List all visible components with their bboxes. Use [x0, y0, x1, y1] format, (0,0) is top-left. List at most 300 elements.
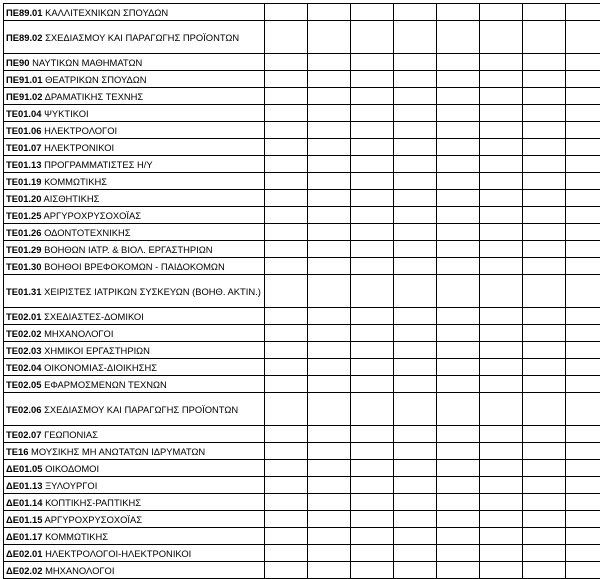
empty-cell[interactable]	[566, 545, 600, 562]
empty-cell[interactable]	[437, 241, 480, 258]
empty-cell[interactable]	[523, 4, 566, 21]
empty-cell[interactable]	[308, 105, 351, 122]
empty-cell[interactable]	[351, 122, 394, 139]
empty-cell[interactable]	[437, 21, 480, 54]
empty-cell[interactable]	[437, 156, 480, 173]
specialty-name: ΧΗΜΙΚΟΙ ΕΡΓΑΣΤΗΡΙΩΝ	[44, 345, 150, 356]
empty-cell[interactable]	[437, 105, 480, 122]
empty-cell[interactable]	[480, 105, 523, 122]
empty-cell[interactable]	[351, 4, 394, 21]
table-row	[4, 241, 600, 258]
empty-cell[interactable]	[308, 426, 351, 443]
empty-cell[interactable]	[480, 342, 523, 359]
specialty-code: ΤΕ01.07	[6, 142, 41, 153]
empty-cell[interactable]	[351, 88, 394, 105]
empty-cell[interactable]	[523, 190, 566, 207]
empty-cell[interactable]	[566, 359, 600, 376]
table-row	[4, 545, 600, 562]
empty-cell[interactable]	[351, 376, 394, 393]
specialty-name: ΒΟΗΘΟΙ ΒΡΕΦΟΚΟΜΩΝ - ΠΑΙΔΟΚΟΜΩΝ	[44, 261, 225, 272]
empty-cell[interactable]	[523, 88, 566, 105]
empty-cell[interactable]	[265, 342, 308, 359]
empty-cell[interactable]	[523, 173, 566, 190]
empty-cell[interactable]	[523, 477, 566, 494]
table-row	[4, 562, 600, 579]
empty-cell[interactable]	[351, 241, 394, 258]
empty-cell[interactable]	[480, 88, 523, 105]
empty-cell[interactable]	[523, 71, 566, 88]
empty-cell[interactable]	[480, 494, 523, 511]
specialty-label-cell	[4, 308, 265, 325]
empty-cell[interactable]	[523, 342, 566, 359]
empty-cell[interactable]	[437, 275, 480, 308]
empty-cell[interactable]	[523, 258, 566, 275]
empty-cell[interactable]	[566, 443, 600, 460]
empty-cell[interactable]	[308, 325, 351, 342]
empty-cell[interactable]	[265, 88, 308, 105]
empty-cell[interactable]	[480, 224, 523, 241]
specialty-label-cell	[4, 325, 265, 342]
empty-cell[interactable]	[480, 241, 523, 258]
empty-cell[interactable]	[394, 71, 437, 88]
empty-cell[interactable]	[566, 528, 600, 545]
empty-cell[interactable]	[351, 393, 394, 426]
empty-cell[interactable]	[566, 4, 600, 21]
empty-cell[interactable]	[394, 241, 437, 258]
table-row	[4, 393, 600, 426]
empty-cell[interactable]	[308, 71, 351, 88]
empty-cell[interactable]	[394, 122, 437, 139]
empty-cell[interactable]	[480, 4, 523, 21]
empty-cell[interactable]	[351, 477, 394, 494]
empty-cell[interactable]	[480, 359, 523, 376]
empty-cell[interactable]	[394, 342, 437, 359]
empty-cell[interactable]	[351, 511, 394, 528]
empty-cell[interactable]	[480, 190, 523, 207]
empty-cell[interactable]	[566, 88, 600, 105]
empty-cell[interactable]	[523, 443, 566, 460]
empty-cell[interactable]	[394, 393, 437, 426]
empty-cell[interactable]	[394, 376, 437, 393]
empty-cell[interactable]	[437, 88, 480, 105]
empty-cell[interactable]	[394, 4, 437, 21]
empty-cell[interactable]	[308, 393, 351, 426]
empty-cell[interactable]	[265, 460, 308, 477]
empty-cell[interactable]	[308, 173, 351, 190]
specialty-label-cell	[4, 54, 265, 71]
empty-cell[interactable]	[480, 156, 523, 173]
empty-cell[interactable]	[523, 139, 566, 156]
empty-cell[interactable]	[523, 528, 566, 545]
empty-cell[interactable]	[308, 308, 351, 325]
empty-cell[interactable]	[566, 71, 600, 88]
table-row	[4, 173, 600, 190]
empty-cell[interactable]	[394, 308, 437, 325]
empty-cell[interactable]	[566, 275, 600, 308]
empty-cell[interactable]	[480, 207, 523, 224]
specialty-label-cell	[4, 224, 265, 241]
empty-cell[interactable]	[308, 275, 351, 308]
specialty-code: ΤΕ01.25	[6, 210, 41, 221]
empty-cell[interactable]	[480, 528, 523, 545]
empty-cell[interactable]	[566, 207, 600, 224]
empty-cell[interactable]	[265, 122, 308, 139]
empty-cell[interactable]	[437, 325, 480, 342]
empty-cell[interactable]	[351, 173, 394, 190]
empty-cell[interactable]	[394, 173, 437, 190]
empty-cell[interactable]	[351, 528, 394, 545]
empty-cell[interactable]	[265, 173, 308, 190]
empty-cell[interactable]	[394, 224, 437, 241]
empty-cell[interactable]	[437, 139, 480, 156]
empty-cell[interactable]	[265, 21, 308, 54]
empty-cell[interactable]	[437, 545, 480, 562]
empty-cell[interactable]	[394, 426, 437, 443]
specialty-label-cell	[4, 207, 265, 224]
table-row	[4, 494, 600, 511]
empty-cell[interactable]	[394, 443, 437, 460]
empty-cell[interactable]	[437, 258, 480, 275]
empty-cell[interactable]	[394, 325, 437, 342]
empty-cell[interactable]	[437, 342, 480, 359]
empty-cell[interactable]	[351, 308, 394, 325]
empty-cell[interactable]	[308, 443, 351, 460]
empty-cell[interactable]	[265, 71, 308, 88]
specialty-label-cell	[4, 494, 265, 511]
empty-cell[interactable]	[308, 139, 351, 156]
empty-cell[interactable]	[480, 173, 523, 190]
empty-cell[interactable]	[394, 511, 437, 528]
empty-cell[interactable]	[394, 275, 437, 308]
specialty-code: ΤΕ01.06	[6, 125, 41, 136]
empty-cell[interactable]	[566, 258, 600, 275]
specialty-label-cell	[4, 190, 265, 207]
specialty-code: ΤΕ01.13	[6, 159, 41, 170]
empty-cell[interactable]	[523, 511, 566, 528]
empty-cell[interactable]	[394, 528, 437, 545]
specialty-name: ΟΙΚΟΔΟΜΟΙ	[45, 463, 99, 474]
empty-cell[interactable]	[437, 207, 480, 224]
empty-cell[interactable]	[566, 325, 600, 342]
empty-cell[interactable]	[394, 88, 437, 105]
specialty-code: ΠΕ90	[6, 57, 29, 68]
empty-cell[interactable]	[523, 325, 566, 342]
empty-cell[interactable]	[566, 477, 600, 494]
empty-cell[interactable]	[566, 224, 600, 241]
empty-cell[interactable]	[480, 325, 523, 342]
empty-cell[interactable]	[437, 562, 480, 579]
empty-cell[interactable]	[351, 443, 394, 460]
empty-cell[interactable]	[308, 477, 351, 494]
empty-cell[interactable]	[523, 122, 566, 139]
empty-cell[interactable]	[265, 139, 308, 156]
empty-cell[interactable]	[437, 393, 480, 426]
empty-cell[interactable]	[351, 190, 394, 207]
empty-cell[interactable]	[394, 562, 437, 579]
empty-cell[interactable]	[351, 54, 394, 71]
empty-cell[interactable]	[351, 342, 394, 359]
empty-cell[interactable]	[308, 460, 351, 477]
empty-cell[interactable]	[523, 105, 566, 122]
empty-cell[interactable]	[351, 359, 394, 376]
empty-cell[interactable]	[308, 21, 351, 54]
empty-cell[interactable]	[351, 156, 394, 173]
empty-cell[interactable]	[265, 105, 308, 122]
empty-cell[interactable]	[437, 308, 480, 325]
empty-cell[interactable]	[523, 308, 566, 325]
empty-cell[interactable]	[523, 460, 566, 477]
empty-cell[interactable]	[265, 325, 308, 342]
specialty-name: ΜΟΥΣΙΚΗΣ ΜΗ ΑΝΩΤΑΤΩΝ ΙΔΡΥΜΑΤΩΝ	[31, 446, 205, 457]
empty-cell[interactable]	[394, 105, 437, 122]
empty-cell[interactable]	[437, 122, 480, 139]
empty-cell[interactable]	[480, 545, 523, 562]
empty-cell[interactable]	[394, 54, 437, 71]
specialty-name: ΟΙΚΟΝΟΜΙΑΣ-ΔΙΟΙΚΗΣΗΣ	[44, 362, 157, 373]
table-row	[4, 426, 600, 443]
empty-cell[interactable]	[308, 190, 351, 207]
empty-cell[interactable]	[351, 562, 394, 579]
empty-cell[interactable]	[437, 71, 480, 88]
empty-cell[interactable]	[566, 241, 600, 258]
empty-cell[interactable]	[308, 207, 351, 224]
empty-cell[interactable]	[437, 511, 480, 528]
empty-cell[interactable]	[523, 207, 566, 224]
empty-cell[interactable]	[480, 376, 523, 393]
empty-cell[interactable]	[265, 190, 308, 207]
empty-cell[interactable]	[265, 4, 308, 21]
empty-cell[interactable]	[308, 224, 351, 241]
table-row	[4, 511, 600, 528]
empty-cell[interactable]	[265, 545, 308, 562]
specialty-name: ΣΧΕΔΙΑΣΜΟΥ ΚΑΙ ΠΑΡΑΓΩΓΗΣ ΠΡΟΪΟΝΤΩΝ	[44, 404, 238, 415]
specialty-label-cell	[4, 139, 265, 156]
empty-cell[interactable]	[437, 173, 480, 190]
specialty-label-cell	[4, 528, 265, 545]
empty-cell[interactable]	[308, 342, 351, 359]
empty-cell[interactable]	[308, 528, 351, 545]
empty-cell[interactable]	[308, 88, 351, 105]
table-row	[4, 528, 600, 545]
specialty-name: ΜΗΧΑΝΟΛΟΓΟΙ	[44, 328, 113, 339]
empty-cell[interactable]	[480, 308, 523, 325]
empty-cell[interactable]	[566, 562, 600, 579]
specialty-code: ΔΕ01.05	[6, 463, 42, 474]
empty-cell[interactable]	[265, 426, 308, 443]
empty-cell[interactable]	[437, 477, 480, 494]
empty-cell[interactable]	[437, 460, 480, 477]
specialty-name: ΧΕΙΡΙΣΤΕΣ ΙΑΤΡΙΚΩΝ ΣΥΣΚΕΥΩΝ (ΒΟΗΘ. ΑΚΤΙΝ.)	[44, 286, 261, 297]
empty-cell[interactable]	[566, 122, 600, 139]
empty-cell[interactable]	[480, 393, 523, 426]
empty-cell[interactable]	[480, 443, 523, 460]
empty-cell[interactable]	[351, 494, 394, 511]
empty-cell[interactable]	[480, 54, 523, 71]
empty-cell[interactable]	[523, 426, 566, 443]
empty-cell[interactable]	[523, 494, 566, 511]
empty-cell[interactable]	[566, 426, 600, 443]
empty-cell[interactable]	[394, 139, 437, 156]
empty-cell[interactable]	[394, 359, 437, 376]
empty-cell[interactable]	[308, 258, 351, 275]
empty-cell[interactable]	[566, 173, 600, 190]
empty-cell[interactable]	[265, 562, 308, 579]
empty-cell[interactable]	[351, 545, 394, 562]
empty-cell[interactable]	[480, 562, 523, 579]
empty-cell[interactable]	[566, 139, 600, 156]
empty-cell[interactable]	[480, 460, 523, 477]
empty-cell[interactable]	[566, 105, 600, 122]
table-row	[4, 443, 600, 460]
empty-cell[interactable]	[351, 71, 394, 88]
empty-cell[interactable]	[394, 190, 437, 207]
empty-cell[interactable]	[480, 258, 523, 275]
specialty-label-cell	[4, 71, 265, 88]
empty-cell[interactable]	[523, 562, 566, 579]
specialty-code: ΔΕ01.13	[6, 480, 42, 491]
empty-cell[interactable]	[265, 258, 308, 275]
table-row	[4, 54, 600, 71]
empty-cell[interactable]	[394, 258, 437, 275]
empty-cell[interactable]	[308, 511, 351, 528]
empty-cell[interactable]	[265, 308, 308, 325]
empty-cell[interactable]	[265, 207, 308, 224]
table-body	[4, 4, 600, 579]
specialty-label-cell	[4, 393, 265, 426]
empty-cell[interactable]	[566, 494, 600, 511]
empty-cell[interactable]	[523, 224, 566, 241]
empty-cell[interactable]	[523, 275, 566, 308]
empty-cell[interactable]	[523, 156, 566, 173]
empty-cell[interactable]	[566, 511, 600, 528]
empty-cell[interactable]	[480, 21, 523, 54]
empty-cell[interactable]	[437, 494, 480, 511]
empty-cell[interactable]	[308, 359, 351, 376]
empty-cell[interactable]	[308, 545, 351, 562]
empty-cell[interactable]	[437, 426, 480, 443]
empty-cell[interactable]	[351, 207, 394, 224]
empty-cell[interactable]	[308, 4, 351, 21]
empty-cell[interactable]	[265, 511, 308, 528]
empty-cell[interactable]	[394, 477, 437, 494]
empty-cell[interactable]	[480, 71, 523, 88]
empty-cell[interactable]	[265, 376, 308, 393]
empty-cell[interactable]	[437, 190, 480, 207]
empty-cell[interactable]	[351, 139, 394, 156]
specialty-code: ΤΕ01.31	[6, 286, 41, 297]
empty-cell[interactable]	[480, 511, 523, 528]
empty-cell[interactable]	[308, 494, 351, 511]
empty-cell[interactable]	[566, 21, 600, 54]
empty-cell[interactable]	[394, 21, 437, 54]
specialty-name: ΣΧΕΔΙΑΣΤΕΣ-ΔΟΜΙΚΟΙ	[44, 311, 144, 322]
empty-cell[interactable]	[351, 325, 394, 342]
table-row	[4, 122, 600, 139]
empty-cell[interactable]	[566, 393, 600, 426]
table-row	[4, 71, 600, 88]
empty-cell[interactable]	[265, 241, 308, 258]
empty-cell[interactable]	[265, 494, 308, 511]
empty-cell[interactable]	[480, 122, 523, 139]
empty-cell[interactable]	[480, 477, 523, 494]
empty-cell[interactable]	[351, 21, 394, 54]
empty-cell[interactable]	[308, 241, 351, 258]
empty-cell[interactable]	[566, 376, 600, 393]
empty-cell[interactable]	[566, 342, 600, 359]
empty-cell[interactable]	[351, 224, 394, 241]
empty-cell[interactable]	[437, 359, 480, 376]
specialty-name: ΠΡΟΓΡΑΜΜΑΤΙΣΤΕΣ Η/Υ	[44, 159, 153, 170]
empty-cell[interactable]	[265, 393, 308, 426]
empty-cell[interactable]	[265, 275, 308, 308]
empty-cell[interactable]	[351, 426, 394, 443]
empty-cell[interactable]	[265, 224, 308, 241]
empty-cell[interactable]	[394, 207, 437, 224]
empty-cell[interactable]	[566, 460, 600, 477]
empty-cell[interactable]	[394, 545, 437, 562]
empty-cell[interactable]	[265, 443, 308, 460]
empty-cell[interactable]	[265, 359, 308, 376]
empty-cell[interactable]	[394, 156, 437, 173]
table-row	[4, 105, 600, 122]
empty-cell[interactable]	[437, 376, 480, 393]
empty-cell[interactable]	[523, 21, 566, 54]
empty-cell[interactable]	[308, 376, 351, 393]
empty-cell[interactable]	[437, 224, 480, 241]
empty-cell[interactable]	[394, 494, 437, 511]
empty-cell[interactable]	[480, 139, 523, 156]
empty-cell[interactable]	[437, 443, 480, 460]
empty-cell[interactable]	[566, 54, 600, 71]
table-row	[4, 224, 600, 241]
empty-cell[interactable]	[523, 376, 566, 393]
empty-cell[interactable]	[523, 359, 566, 376]
empty-cell[interactable]	[523, 393, 566, 426]
specialty-name: ΜΗΧΑΝΟΛΟΓΟΙ	[45, 565, 114, 576]
empty-cell[interactable]	[265, 156, 308, 173]
empty-cell[interactable]	[523, 241, 566, 258]
empty-cell[interactable]	[265, 528, 308, 545]
specialty-name: ΑΡΓΥΡΟΧΡΥΣΟΧΟΪΑΣ	[44, 210, 142, 221]
empty-cell[interactable]	[523, 545, 566, 562]
empty-cell[interactable]	[480, 426, 523, 443]
empty-cell[interactable]	[566, 190, 600, 207]
empty-cell[interactable]	[394, 460, 437, 477]
table-row	[4, 207, 600, 224]
empty-cell[interactable]	[308, 54, 351, 71]
empty-cell[interactable]	[351, 258, 394, 275]
specialty-label-cell	[4, 21, 265, 54]
empty-cell[interactable]	[308, 156, 351, 173]
empty-cell[interactable]	[265, 477, 308, 494]
table-row	[4, 376, 600, 393]
empty-cell[interactable]	[523, 54, 566, 71]
table-row	[4, 477, 600, 494]
empty-cell[interactable]	[566, 308, 600, 325]
empty-cell[interactable]	[308, 562, 351, 579]
empty-cell[interactable]	[308, 122, 351, 139]
empty-cell[interactable]	[437, 54, 480, 71]
empty-cell[interactable]	[351, 460, 394, 477]
empty-cell[interactable]	[437, 4, 480, 21]
empty-cell[interactable]	[265, 54, 308, 71]
empty-cell[interactable]	[351, 275, 394, 308]
empty-cell[interactable]	[566, 156, 600, 173]
empty-cell[interactable]	[351, 105, 394, 122]
specialty-label-cell	[4, 460, 265, 477]
empty-cell[interactable]	[480, 275, 523, 308]
empty-cell[interactable]	[437, 528, 480, 545]
